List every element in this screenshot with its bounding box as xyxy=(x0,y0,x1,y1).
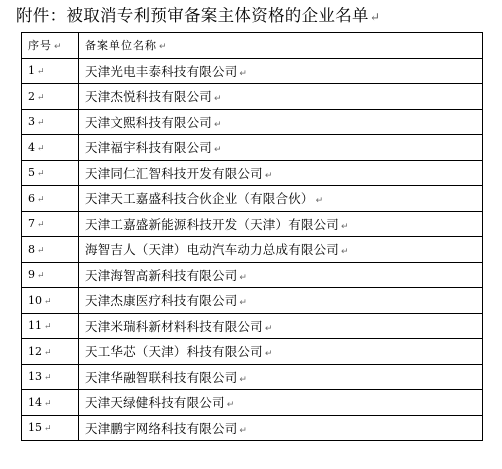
paragraph-mark-icon: ↵ xyxy=(315,196,324,207)
table-row xyxy=(22,211,483,237)
row-number-cell xyxy=(22,186,79,212)
company-name: 天津工嘉盛新能源科技开发（天津）有限公司 xyxy=(85,216,340,232)
company-name-cell xyxy=(79,186,483,212)
paragraph-mark-icon: ↵ xyxy=(44,424,52,435)
row-number: 10 xyxy=(28,293,42,307)
paragraph-mark-icon: ↵ xyxy=(159,42,167,53)
company-name: 天津文熙科技有限公司 xyxy=(85,114,213,130)
company-name-cell xyxy=(79,415,483,441)
row-number: 2 xyxy=(28,89,35,103)
company-name-cell xyxy=(79,313,483,339)
row-number: 11 xyxy=(28,319,42,333)
company-name-cell xyxy=(79,237,483,263)
table-row xyxy=(22,262,483,288)
company-name: 天津福宇科技有限公司 xyxy=(85,140,213,156)
row-number: 8 xyxy=(28,242,35,256)
row-number: 13 xyxy=(28,370,42,384)
paragraph-mark-icon: ↵ xyxy=(239,374,247,385)
paragraph-mark-icon: ↵ xyxy=(37,118,45,129)
paragraph-mark-icon: ↵ xyxy=(37,67,45,78)
paragraph-mark-icon: ↵ xyxy=(239,68,247,79)
company-name: 天津杰悦科技有限公司 xyxy=(85,89,213,105)
paragraph-mark-icon: ↵ xyxy=(214,119,222,130)
company-name-cell xyxy=(79,211,483,237)
table-row xyxy=(22,109,483,135)
header-number-cell xyxy=(22,33,79,59)
company-name: 天津光电丰泰科技有限公司 xyxy=(85,63,238,79)
row-number: 15 xyxy=(28,421,42,435)
header-name-label: 备案单位名称 xyxy=(85,39,157,53)
paragraph-mark-icon: ↵ xyxy=(37,194,45,205)
row-number: 3 xyxy=(28,115,35,129)
paragraph-mark-icon: ↵ xyxy=(54,42,62,53)
paragraph-mark-icon: ↵ xyxy=(214,94,222,105)
row-number-cell xyxy=(22,262,79,288)
paragraph-mark-icon: ↵ xyxy=(369,10,381,24)
paragraph-mark-icon: ↵ xyxy=(37,245,45,256)
row-number: 4 xyxy=(28,140,35,154)
paragraph-mark-icon: ↵ xyxy=(341,221,349,232)
company-name-cell xyxy=(79,58,483,84)
company-name: 天津天工嘉盛科技合伙企业（有限合伙） xyxy=(85,191,314,207)
paragraph-mark-icon: ↵ xyxy=(214,145,222,156)
paragraph-mark-icon: ↵ xyxy=(37,143,45,154)
paragraph-mark-icon: ↵ xyxy=(264,323,273,334)
table-row xyxy=(22,390,483,416)
row-number-cell xyxy=(22,84,79,110)
company-name: 天工华芯（天津）科技有限公司 xyxy=(85,344,263,360)
row-number-cell xyxy=(22,237,79,263)
company-name: 天津天绿健科技有限公司 xyxy=(85,395,225,411)
table-row xyxy=(22,84,483,110)
company-name-cell xyxy=(79,262,483,288)
table-header-row xyxy=(22,33,483,59)
row-number: 12 xyxy=(28,344,42,358)
company-name: 天津华融智联科技有限公司 xyxy=(85,369,238,385)
paragraph-mark-icon: ↵ xyxy=(44,296,52,307)
paragraph-mark-icon: ↵ xyxy=(341,247,349,258)
row-number-cell xyxy=(22,415,79,441)
paragraph-mark-icon: ↵ xyxy=(239,298,247,309)
company-name: 天津杰康医疗科技有限公司 xyxy=(85,293,238,309)
row-number-cell xyxy=(22,211,79,237)
company-name: 天津米瑞科新材料科技有限公司 xyxy=(85,318,263,334)
row-number: 1 xyxy=(28,64,35,78)
company-name-cell xyxy=(79,160,483,186)
row-number: 9 xyxy=(28,268,35,282)
company-name-cell xyxy=(79,288,483,314)
company-name: 天津同仁汇智科技开发有限公司 xyxy=(85,165,263,181)
company-name-cell xyxy=(79,339,483,365)
table-row xyxy=(22,313,483,339)
header-name-cell xyxy=(79,33,483,59)
row-number-cell xyxy=(22,390,79,416)
table-row xyxy=(22,135,483,161)
company-name-cell xyxy=(79,135,483,161)
row-number: 6 xyxy=(28,191,35,205)
table-row xyxy=(22,339,483,365)
paragraph-mark-icon: ↵ xyxy=(239,425,247,436)
table-row xyxy=(22,186,483,212)
paragraph-mark-icon: ↵ xyxy=(37,271,45,282)
table-row xyxy=(22,58,483,84)
document-title xyxy=(16,3,496,29)
table-row xyxy=(22,364,483,390)
document-title-text: 附件：被取消专利预审备案主体资格的企业名单 xyxy=(16,6,369,25)
paragraph-mark-icon: ↵ xyxy=(44,398,52,409)
company-name-cell xyxy=(79,109,483,135)
row-number-cell xyxy=(22,109,79,135)
row-number-cell xyxy=(22,135,79,161)
row-number-cell xyxy=(22,160,79,186)
row-number-cell xyxy=(22,288,79,314)
paragraph-mark-icon: ↵ xyxy=(226,400,235,411)
row-number: 14 xyxy=(28,395,42,409)
row-number: 7 xyxy=(28,217,35,231)
paragraph-mark-icon: ↵ xyxy=(37,220,45,231)
table-row xyxy=(22,237,483,263)
company-name-cell xyxy=(79,84,483,110)
company-name-cell xyxy=(79,390,483,416)
row-number-cell xyxy=(22,339,79,365)
company-name: 海智吉人（天津）电动汽车动力总成有限公司 xyxy=(85,242,340,258)
table-row xyxy=(22,288,483,314)
company-name-cell xyxy=(79,364,483,390)
paragraph-mark-icon: ↵ xyxy=(264,349,273,360)
paragraph-mark-icon: ↵ xyxy=(37,169,45,180)
table-row xyxy=(22,160,483,186)
company-table-body xyxy=(22,33,483,441)
row-number: 5 xyxy=(28,166,35,180)
row-number-cell xyxy=(22,364,79,390)
table-row xyxy=(22,415,483,441)
paragraph-mark-icon: ↵ xyxy=(44,347,52,358)
header-number-label: 序号 xyxy=(28,39,52,53)
paragraph-mark-icon: ↵ xyxy=(264,170,273,181)
row-number-cell xyxy=(22,58,79,84)
company-name: 天津鹏宇网络科技有限公司 xyxy=(85,420,238,436)
paragraph-mark-icon: ↵ xyxy=(44,322,52,333)
paragraph-mark-icon: ↵ xyxy=(37,92,45,103)
row-number-cell xyxy=(22,313,79,339)
paragraph-mark-icon: ↵ xyxy=(239,272,247,283)
company-name: 天津海智高新科技有限公司 xyxy=(85,267,238,283)
company-table xyxy=(21,32,483,441)
paragraph-mark-icon: ↵ xyxy=(44,373,52,384)
